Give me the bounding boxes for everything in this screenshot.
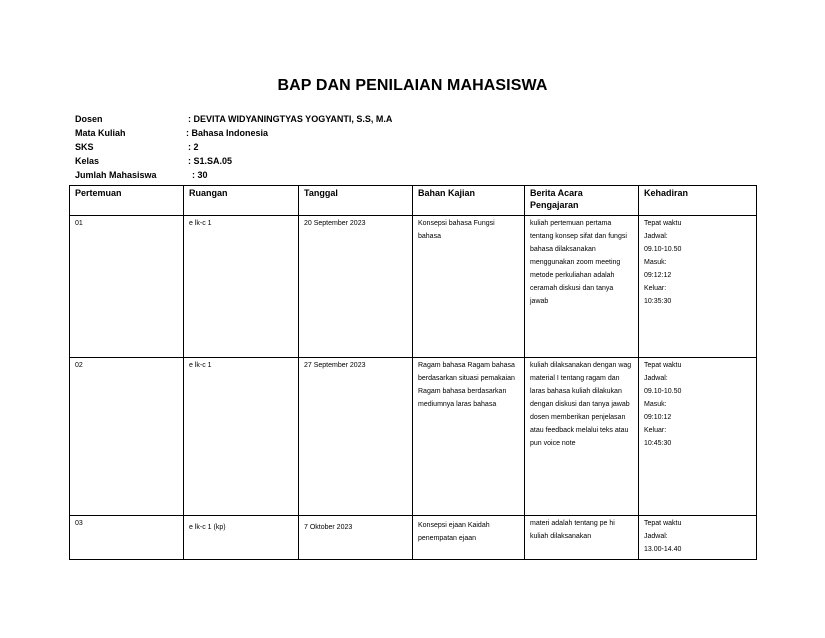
meeting-number: 02 [70, 358, 184, 516]
date-cell: 27 September 2023 [299, 358, 413, 516]
info-value: : 2 [188, 142, 199, 152]
check-in-time: 09:12:12 [644, 272, 672, 279]
meeting-number: 01 [70, 216, 184, 358]
meeting-number: 03 [70, 516, 184, 560]
check-out-time: 10:35:30 [644, 298, 672, 305]
column-header-teaching-report: Berita Acara Pengajaran [525, 186, 639, 216]
check-in-label: Masuk: [644, 401, 667, 408]
attendance-cell [639, 216, 757, 358]
check-in-time: 09:10:12 [644, 414, 672, 421]
check-out-time: 10:45:30 [644, 440, 672, 447]
teaching-report-cell: kuliah pertemuan pertama tentang konsep sifat dan fungsi bahasa dilaksanakan menggunakan zoom meeting metode perkuliahan adalah ceramah diskusi dan tanya jawab [525, 216, 639, 358]
attendance-status: Tepat waktu [644, 520, 682, 527]
schedule-label: Jadwal: [644, 533, 668, 540]
attendance-cell [639, 358, 757, 516]
attendance-cell [639, 516, 757, 560]
info-label: Dosen [75, 114, 103, 124]
info-value: : 30 [192, 170, 208, 180]
column-header-material: Bahan Kajian [413, 186, 525, 216]
schedule-label: Jadwal: [644, 375, 668, 382]
schedule-time: 09.10-10.50 [644, 246, 682, 253]
date-cell: 20 September 2023 [299, 216, 413, 358]
check-in-label: Masuk: [644, 259, 667, 266]
info-label: Jumlah Mahasiswa [75, 170, 157, 180]
room-cell: e lk-c 1 [184, 216, 299, 358]
check-out-label: Keluar: [644, 285, 667, 292]
document-title: BAP DAN PENILAIAN MAHASISWA [277, 77, 548, 94]
info-label: Kelas [75, 156, 100, 166]
schedule-time: 13.00-14.40 [644, 546, 682, 553]
room-cell: e lk-c 1 (kp) [184, 516, 299, 560]
column-header-attendance: Kehadiran [639, 186, 757, 216]
material-cell: Ragam bahasa Ragam bahasa berdasarkan situasi pemakaian Ragam bahasa berdasarkan mediumnya laras bahasa [413, 358, 525, 516]
info-value: : DEVITA WIDYANINGTYAS YOGYANTI, S.S, M.A [188, 114, 393, 124]
material-cell: Konsepsi ejaan Kaidah penempatan ejaan [413, 516, 525, 560]
material-cell: Konsepsi bahasa Fungsi bahasa [413, 216, 525, 358]
attendance-table [69, 185, 757, 560]
table-row [70, 358, 757, 516]
column-header-meeting: Pertemuan [70, 186, 184, 216]
attendance-status: Tepat waktu [644, 220, 682, 227]
column-header-room: Ruangan [184, 186, 299, 216]
check-out-label: Keluar: [644, 427, 667, 434]
teaching-report-cell: materi adalah tentang pe hi kuliah dilaksanakan [525, 516, 639, 560]
info-value: : Bahasa Indonesia [186, 128, 269, 138]
table-row [70, 216, 757, 358]
info-label: SKS [75, 142, 94, 152]
table-row [70, 516, 757, 560]
info-label: Mata Kuliah [75, 128, 126, 138]
date-cell: 7 Oktober 2023 [299, 516, 413, 560]
attendance-status: Tepat waktu [644, 362, 682, 369]
info-value: : S1.SA.05 [188, 156, 233, 166]
schedule-time: 09.10-10.50 [644, 388, 682, 395]
schedule-label: Jadwal: [644, 233, 668, 240]
table-header-row [70, 186, 757, 216]
teaching-report-cell: kuliah dilaksanakan dengan wag material I tentang ragam dan laras bahasa kuliah dilakukan dengan diskusi dan tanya jawab dosen memberikan penjelasan atau feedback melalui teks atau pun voice note [525, 358, 639, 516]
column-header-date: Tanggal [299, 186, 413, 216]
room-cell: e lk-c 1 [184, 358, 299, 516]
